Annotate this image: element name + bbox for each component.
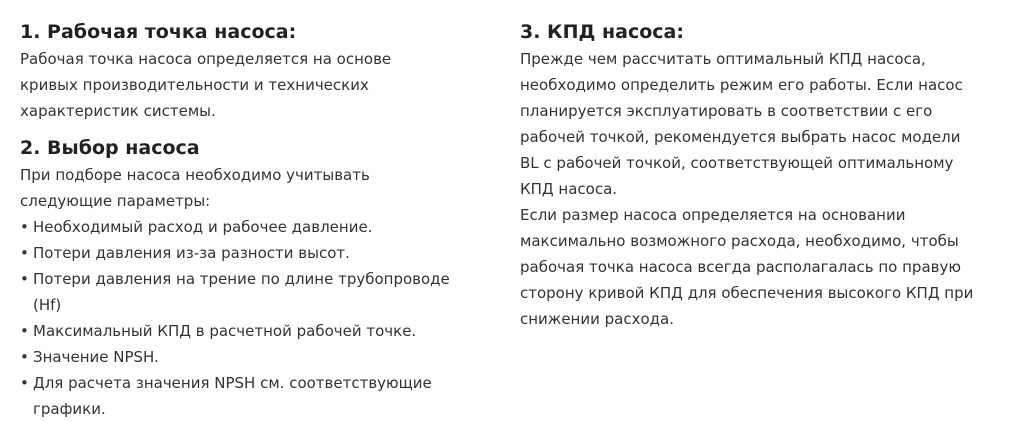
pump-selection-intro: При подборе насоса необходимо учитывать следующие параметры: <box>20 166 370 210</box>
list-item-text: Необходимый расход и рабочее давление. <box>33 218 373 236</box>
bullet-icon: • <box>20 218 29 236</box>
bullet-icon: • <box>20 322 29 340</box>
list-item <box>20 240 500 266</box>
list-item-text: Максимальный КПД в расчетной рабочей точке. <box>33 322 417 340</box>
left-column <box>20 20 500 422</box>
list-item-text: Для расчета значения NPSH см. соответствующие графики. <box>33 374 432 418</box>
bullet-icon: • <box>20 270 29 288</box>
section-pump-efficiency <box>520 20 1010 332</box>
operating-point-text: Рабочая точка насоса определяется на основе кривых производительности и технических характеристик системы. <box>20 50 392 120</box>
right-column <box>520 20 1010 332</box>
bullet-icon: • <box>20 374 29 392</box>
pump-selection-list <box>20 214 500 422</box>
list-item-text: Значение NPSH. <box>33 348 159 366</box>
list-item <box>20 214 500 240</box>
list-item <box>20 318 500 344</box>
list-item <box>20 266 500 318</box>
bullet-icon: • <box>20 244 29 262</box>
list-item <box>20 344 500 370</box>
list-item-text: Потери давления из-за разности высот. <box>33 244 350 262</box>
section-title-pump-selection: 2. Выбор насоса <box>20 137 200 159</box>
section-title-operating-point: 1. Рабочая точка насоса: <box>20 21 297 43</box>
pump-efficiency-paragraph-2: Если размер насоса определяется на основании максимально возможного расхода, необходимо, чтобы рабочая точка насоса всегда располагалась по правую сторону кривой КПД для обеспечения высокого КПД при снижении расхода. <box>520 206 974 328</box>
list-item-text: Потери давления на трение по длине трубопроводе (Hf) <box>33 270 450 314</box>
section-title-pump-efficiency: 3. КПД насоса: <box>520 21 684 43</box>
pump-efficiency-paragraph-1: Прежде чем рассчитать оптимальный КПД насоса, необходимо определить режим его работы. Если насос планируется эксплуатировать в соответствии с его рабочей точкой, рекомендуется выбрать насос модели BL с рабочей точкой, соответствующей оптимальному КПД насоса. <box>520 50 963 198</box>
list-item <box>20 370 500 422</box>
bullet-icon: • <box>20 348 29 366</box>
section-operating-point <box>20 20 500 124</box>
section-pump-selection <box>20 136 500 422</box>
